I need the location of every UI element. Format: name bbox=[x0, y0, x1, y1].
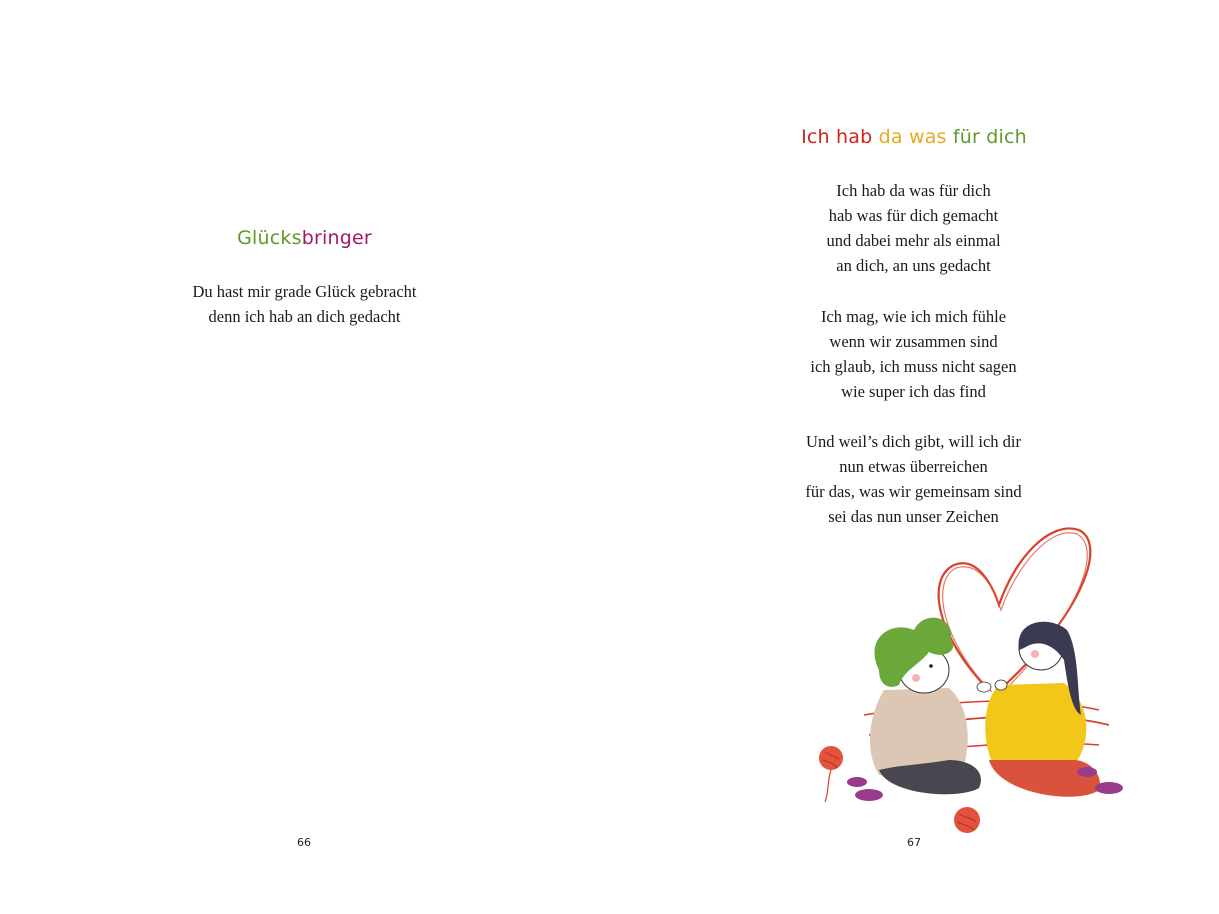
title-part-fuer-dich: für dich bbox=[952, 126, 1027, 148]
poem-line: Du hast mir grade Glück gebracht bbox=[192, 282, 417, 301]
right-page bbox=[609, 0, 1219, 914]
poem-stanza-3 bbox=[609, 429, 1218, 529]
poem-line: denn ich hab an dich gedacht bbox=[208, 307, 401, 326]
poem-stanza-2 bbox=[609, 304, 1218, 404]
poem-line: für das, was wir gemeinsam sind bbox=[805, 482, 1022, 501]
poem-line: hab was für dich gemacht bbox=[828, 206, 999, 225]
poem-title-gluecksbringer bbox=[0, 227, 609, 249]
title-part-da-was: da was bbox=[878, 126, 953, 148]
left-page bbox=[0, 0, 609, 914]
poem-line: Ich hab da was für dich bbox=[836, 181, 991, 200]
children-yarn-heart-illustration bbox=[809, 520, 1129, 840]
poem-line: wenn wir zusammen sind bbox=[829, 332, 998, 351]
yarn-ball bbox=[954, 807, 980, 833]
poem-line: an dich, an uns gedacht bbox=[836, 256, 991, 275]
poem-line: ich glaub, ich muss nicht sagen bbox=[810, 357, 1017, 376]
poem-line: wie super ich das find bbox=[841, 382, 986, 401]
poem-line: nun etwas überreichen bbox=[839, 457, 988, 476]
poem-stanza bbox=[0, 279, 609, 329]
poem-line: Ich mag, wie ich mich fühle bbox=[820, 307, 1007, 326]
poem-line: sei das nun unser Zeichen bbox=[828, 507, 999, 526]
page-number-left: 66 bbox=[297, 836, 311, 849]
title-part-gluecks: Glücks bbox=[237, 227, 302, 249]
page-number-right: 67 bbox=[907, 836, 921, 849]
title-part-bringer: bringer bbox=[301, 227, 372, 249]
poem-stanza-1 bbox=[609, 178, 1218, 278]
yarn-ball bbox=[819, 746, 843, 770]
poem-line: Und weil’s dich gibt, will ich dir bbox=[806, 432, 1021, 451]
title-part-ich-hab: Ich hab bbox=[801, 126, 879, 148]
poem-line: und dabei mehr als einmal bbox=[826, 231, 1001, 250]
poem-title-ich-hab-da-was bbox=[609, 126, 1219, 148]
